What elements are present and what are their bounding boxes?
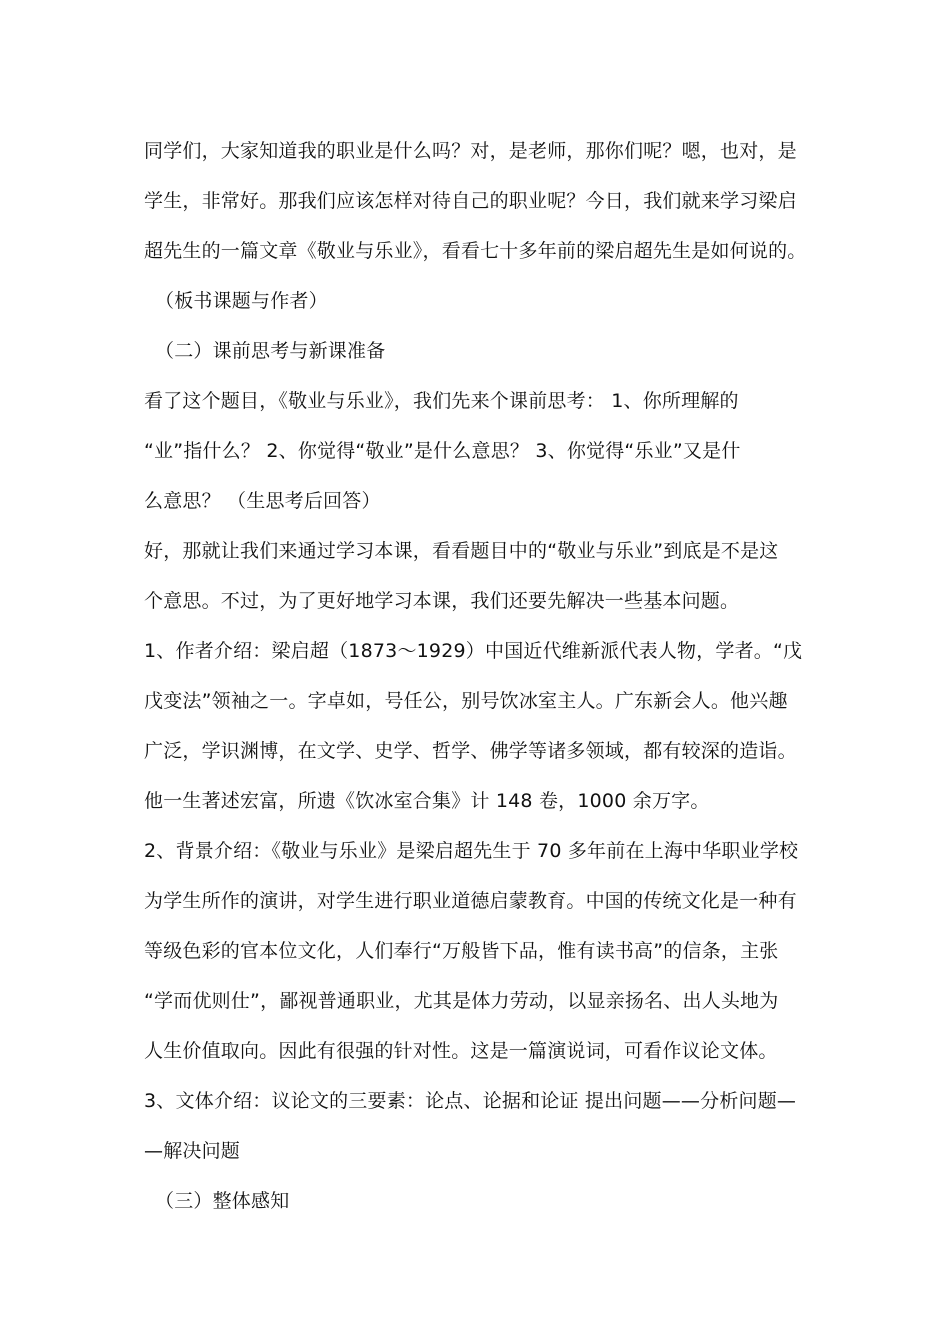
- paragraph-line: 2、背景介绍：《敬业与乐业》是梁启超先生于 70 多年前在上海中华职业学校: [144, 840, 799, 862]
- paragraph-line: “业”指什么？ 2、你觉得“敬业”是什么意思？ 3、你觉得“乐业”又是什: [144, 440, 741, 462]
- paragraph-line: 看了这个题目，《敬业与乐业》，我们先来个课前思考： 1、你所理解的: [144, 390, 739, 412]
- paragraph-line: 3、文体介绍：议论文的三要素：论点、论据和论证 提出问题——分析问题—: [144, 1090, 797, 1112]
- paragraph-line: 等级色彩的官本位文化，人们奉行“万般皆下品，惟有读书高”的信条，主张: [144, 940, 779, 962]
- paragraph-line: 戊变法”领袖之一。字卓如，号任公，别号饮冰室主人。广东新会人。他兴趣: [144, 690, 788, 712]
- paragraph-line: —解决问题: [144, 1140, 241, 1162]
- paragraph-line: “学而优则仕”，鄙视普通职业，尤其是体力劳动，以显亲扬名、出人头地为: [144, 990, 779, 1012]
- paragraph-line: 么意思？ （生思考后回答）: [144, 490, 381, 512]
- paragraph-line: （板书课题与作者）: [155, 290, 328, 312]
- section-heading: （三）整体感知: [155, 1190, 290, 1212]
- paragraph-line: 同学们，大家知道我的职业是什么吗？对，是老师，那你们呢？嗯，也对，是: [144, 140, 797, 162]
- paragraph-line: 个意思。不过，为了更好地学习本课，我们还要先解决一些基本问题。: [144, 590, 740, 612]
- paragraph-line: 1、作者介绍：梁启超（1873～1929）中国近代维新派代表人物，学者。“戊: [144, 640, 803, 662]
- paragraph-line: 为学生所作的演讲，对学生进行职业道德启蒙教育。中国的传统文化是一种有: [144, 890, 797, 912]
- paragraph-line: 广泛，学识渊博，在文学、史学、哲学、佛学等诸多领域，都有较深的造诣。: [144, 740, 797, 762]
- section-heading: （二）课前思考与新课准备: [155, 340, 386, 362]
- paragraph-line: 超先生的一篇文章《敬业与乐业》，看看七十多年前的梁启超先生是如何说的。: [144, 240, 807, 262]
- paragraph-line: 他一生著述宏富，所遗《饮冰室合集》计 148 卷，1000 余万字。: [144, 790, 710, 812]
- paragraph-line: 好，那就让我们来通过学习本课，看看题目中的“敬业与乐业”到底是不是这: [144, 540, 779, 562]
- paragraph-line: 学生，非常好。那我们应该怎样对待自己的职业呢？今日，我们就来学习梁启: [144, 190, 797, 212]
- paragraph-line: 人生价值取向。因此有很强的针对性。这是一篇演说词，可看作议论文体。: [144, 1040, 778, 1062]
